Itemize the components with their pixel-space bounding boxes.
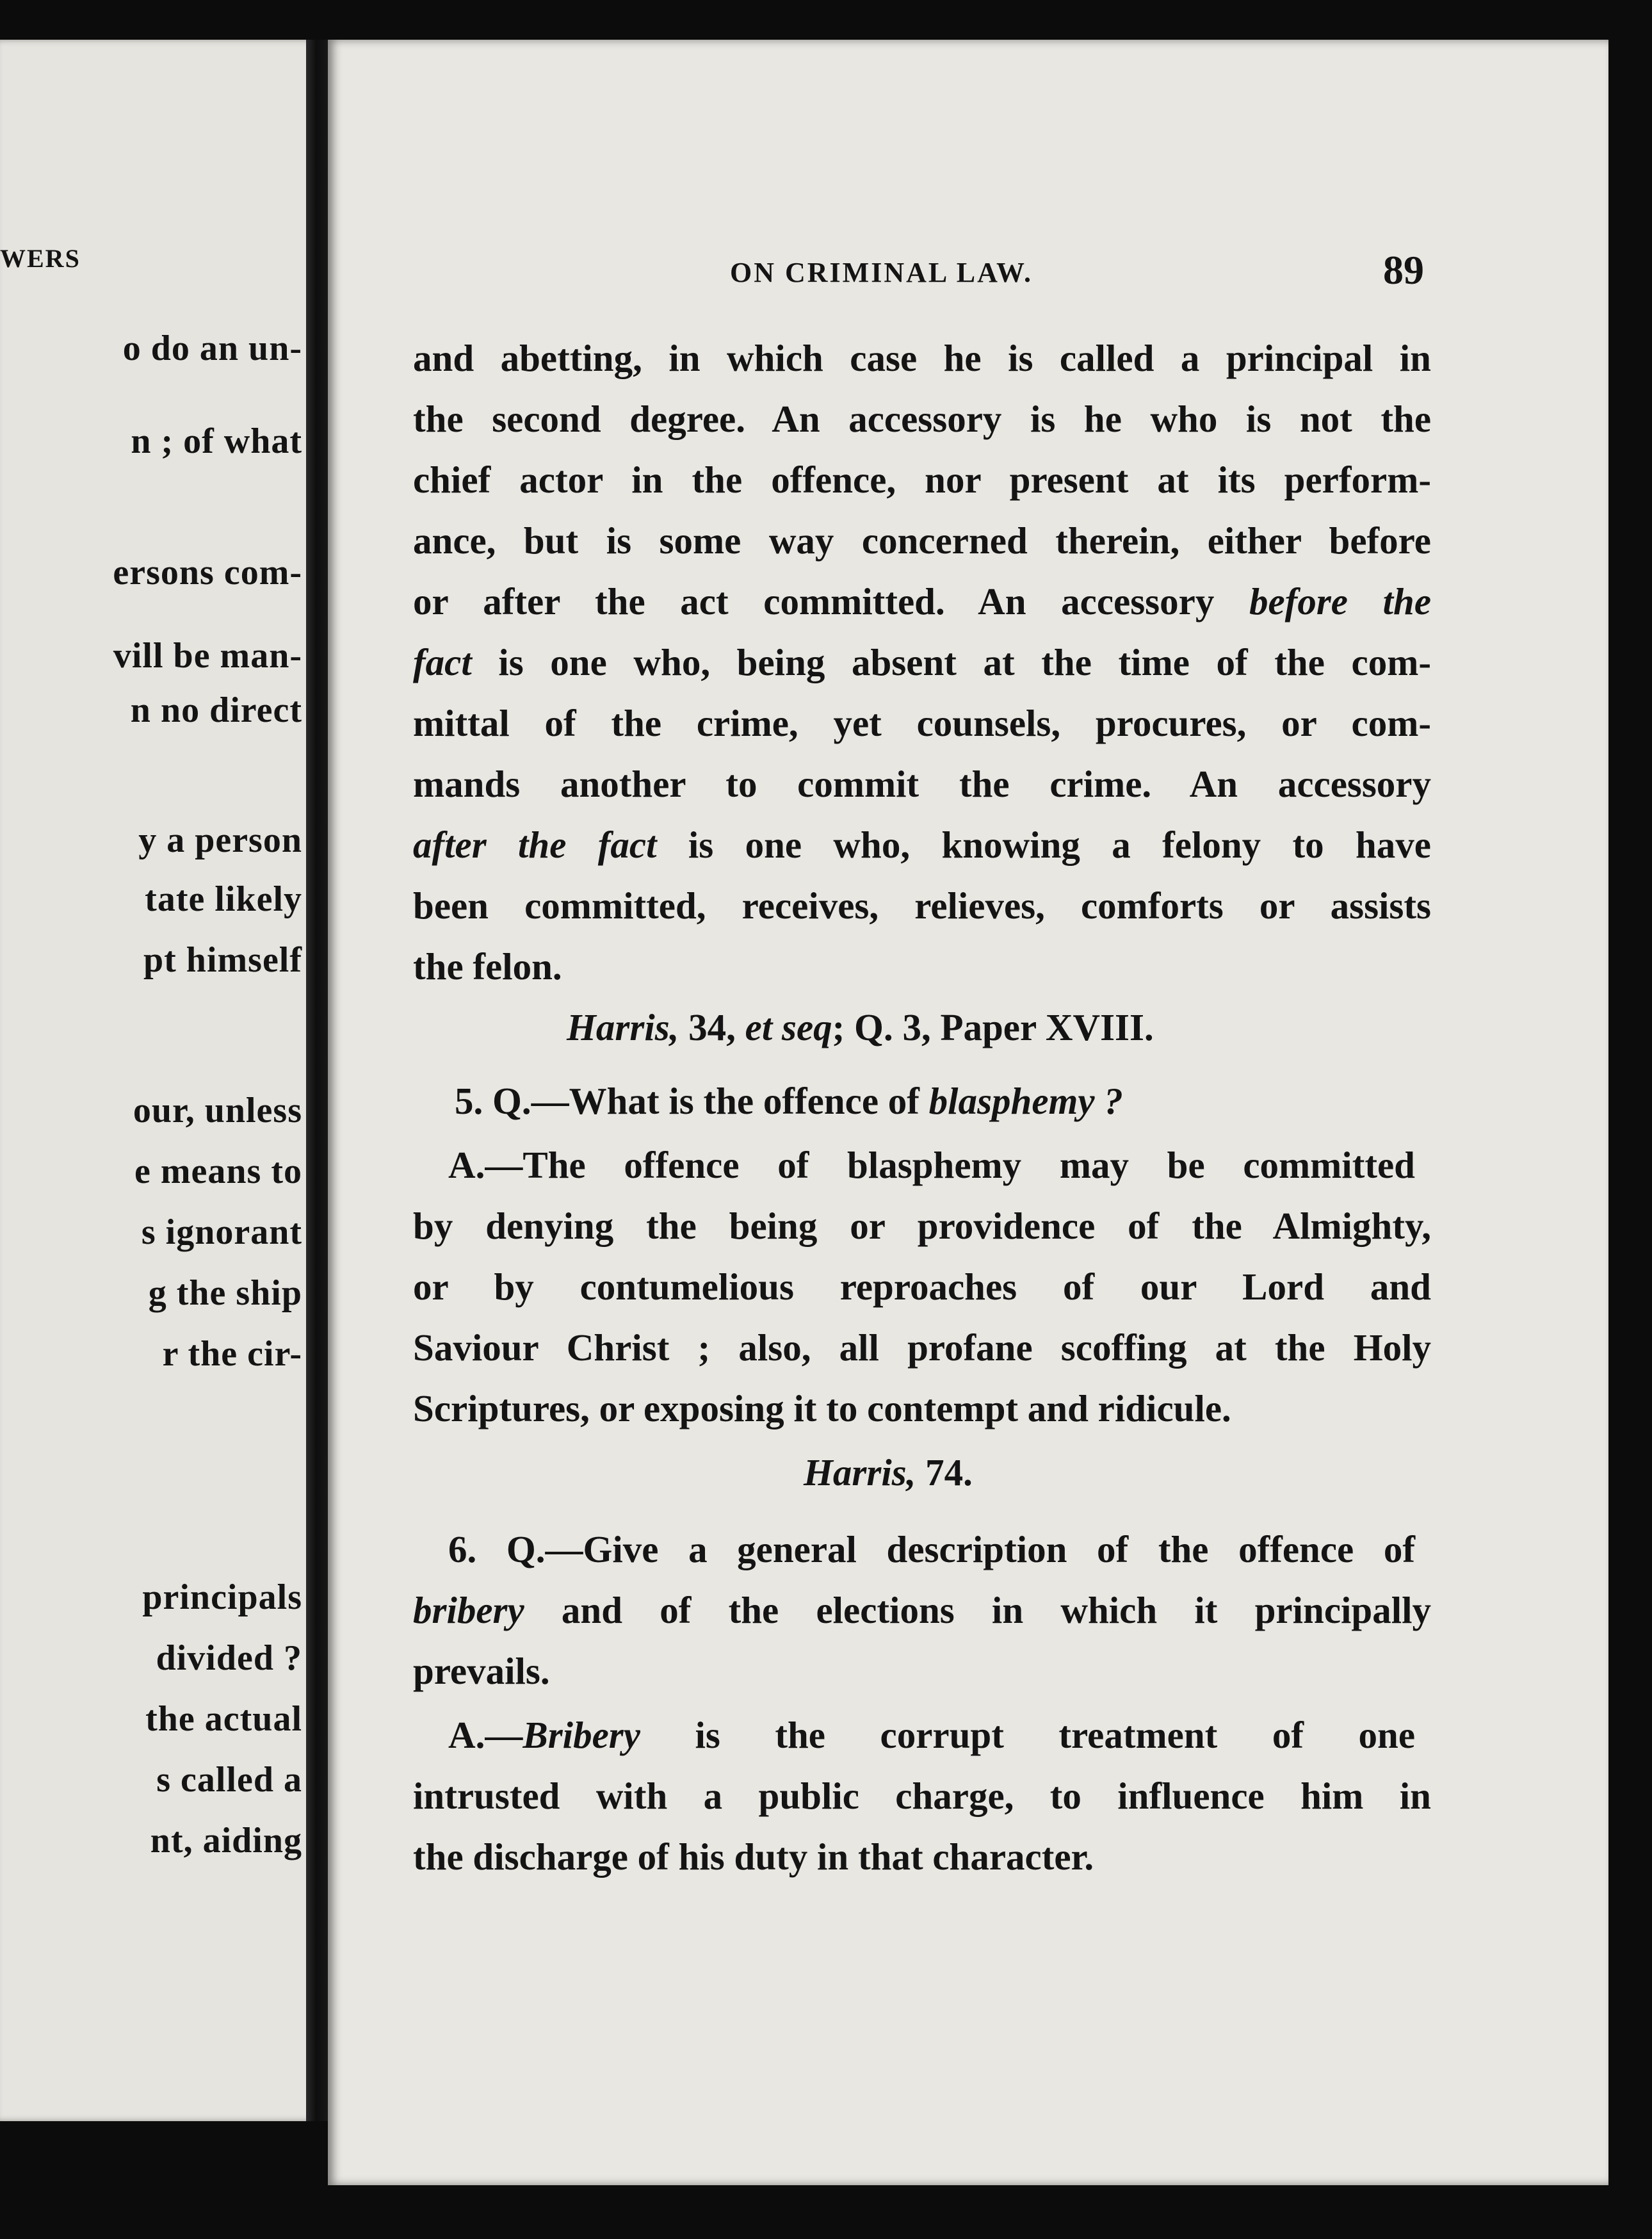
left-page-line: pt himself — [143, 940, 302, 980]
question-line — [413, 1589, 1431, 1631]
left-page — [0, 40, 320, 2121]
answer-line: Saviour Christ ; also, all profane scoffing at the Holy — [413, 1326, 1431, 1369]
text-line: mands another to commit the crime. An accessory — [413, 763, 1431, 805]
answer-line: the discharge of his duty in that character. — [413, 1836, 1094, 1878]
citation-number: 74. — [925, 1451, 973, 1494]
answer-prefix: A.— — [448, 1714, 523, 1756]
left-page-header: WERS — [0, 244, 81, 273]
text-line: the second degree. An accessory is he who is not the — [413, 398, 1431, 440]
citation — [567, 1006, 1154, 1050]
running-head: ON CRIMINAL LAW. — [730, 257, 1033, 288]
citation-et-seq: et seq — [745, 1006, 832, 1048]
left-page-line: divided ? — [156, 1638, 302, 1678]
left-page-line: g the ship — [148, 1273, 302, 1313]
left-page-line: o do an un- — [122, 329, 302, 368]
left-page-line: e means to — [134, 1152, 302, 1191]
left-page-line: nt, aiding — [150, 1821, 302, 1860]
text-line: ance, but is some way concerned therein, either before — [413, 519, 1431, 562]
left-page-line: n ; of what — [131, 421, 302, 461]
text-line: and abetting, in which case he is called a principal in — [413, 337, 1431, 379]
italic-run: after the fact — [413, 824, 657, 866]
left-page-line: the actual — [145, 1699, 302, 1739]
left-page-line: s called a — [156, 1760, 302, 1800]
italic-run: before the — [1249, 580, 1432, 623]
left-page-line: our, unless — [133, 1091, 302, 1130]
answer-line: or by contumelious reproaches of our Lord and — [413, 1266, 1431, 1308]
answer-line — [448, 1716, 1415, 1754]
left-page-line: vill be man- — [113, 636, 302, 676]
answer-line: by denying the being or providence of the Almighty, — [413, 1205, 1431, 1247]
text-run: is one who, being absent at the time of the com- — [498, 641, 1431, 683]
question-text: 5. Q.—What is the offence of — [455, 1080, 919, 1122]
question-line: prevails. — [413, 1650, 550, 1692]
left-page-line: s ignorant — [141, 1212, 302, 1252]
page-number: 89 — [1383, 247, 1424, 293]
citation-number: 34, — [688, 1006, 736, 1048]
citation-rest: ; Q. 3, Paper XVIII. — [832, 1006, 1154, 1048]
answer-line: A.—The offence of blasphemy may be committed — [448, 1144, 1415, 1186]
text-line — [413, 826, 1431, 864]
text-run: or after the act committed. An accessory — [413, 580, 1215, 623]
left-page-line: n no direct — [130, 690, 302, 730]
text-line — [413, 641, 1431, 683]
answer-line: intrusted with a public charge, to influence him in — [413, 1775, 1431, 1817]
text-line: mittal of the crime, yet counsels, procures, or com- — [413, 702, 1431, 744]
left-page-line: tate likely — [145, 879, 302, 919]
answer-term: Bribery — [522, 1714, 640, 1756]
question-5 — [455, 1082, 1428, 1120]
citation — [804, 1451, 973, 1495]
text-line: chief actor in the offence, nor present at its perform- — [413, 459, 1431, 501]
left-page-line: ersons com- — [113, 553, 302, 592]
left-page-line: y a person — [138, 820, 302, 860]
citation-author: Harris, — [567, 1006, 679, 1048]
citation-author: Harris, — [804, 1451, 916, 1494]
question-6: 6. Q.—Give a general description of the offence of — [448, 1528, 1415, 1570]
italic-run: fact — [413, 641, 472, 683]
question-term: blasphemy ? — [928, 1080, 1123, 1122]
text-line: the felon. — [413, 945, 562, 988]
text-line: been committed, receives, relieves, comforts or assists — [413, 884, 1431, 927]
question-term: bribery — [413, 1589, 524, 1631]
text-line — [413, 580, 1432, 623]
text-run: is the corrupt treatment of one — [695, 1714, 1416, 1756]
text-run: and of the elections in which it principally — [561, 1589, 1431, 1631]
answer-line: Scriptures, or exposing it to contempt and ridicule. — [413, 1387, 1231, 1429]
text-run: is one who, knowing a felony to have — [688, 824, 1431, 866]
left-page-line: principals — [142, 1577, 302, 1617]
left-page-line: r the cir- — [162, 1334, 302, 1374]
